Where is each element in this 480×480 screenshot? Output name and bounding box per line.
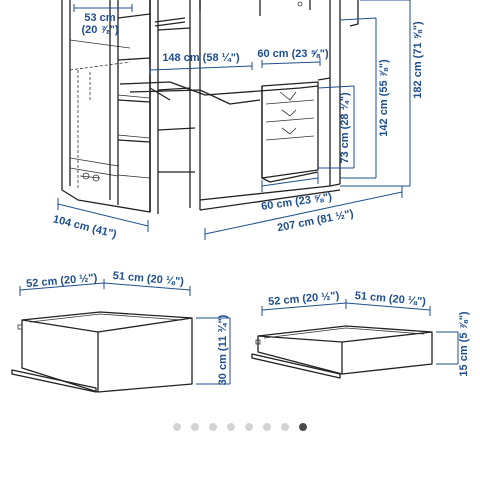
large-drawer-height-label: 30 cm (11 ¾")	[217, 314, 229, 386]
large-drawer-depth-label: 52 cm (20 ½")	[25, 271, 98, 291]
small-drawer-depth-label: 52 cm (20 ½")	[267, 289, 340, 309]
carousel-dot[interactable]	[173, 423, 181, 431]
bed-depth-label: 104 cm (41")	[51, 213, 118, 241]
bed-length-label: 207 cm (81 ½")	[276, 207, 355, 235]
desk-unit-depth-label: 60 cm (23 ⅝")	[260, 191, 333, 213]
carousel-dot[interactable]	[209, 423, 217, 431]
total-height-label: 182 cm (71 ⅝")	[412, 21, 424, 99]
desk-height-label: 73 cm (28 ¾")	[339, 92, 351, 164]
small-drawer-width-label: 51 cm (20 ⅛")	[354, 289, 427, 309]
desk-width-label: 148 cm (58 ¼")	[162, 52, 240, 64]
large-drawer-drawing	[12, 312, 192, 392]
wardrobe-width-label: 53 cm	[84, 12, 116, 24]
carousel-dot[interactable]	[281, 423, 289, 431]
small-drawer-drawing	[252, 326, 432, 378]
carousel-pager	[0, 420, 480, 434]
carousel-dot[interactable]	[263, 423, 271, 431]
carousel-dot[interactable]	[245, 423, 253, 431]
carousel-dot[interactable]	[299, 423, 307, 431]
wardrobe-width-label-inches: (20 ⅞")	[81, 24, 119, 36]
carousel-dot[interactable]	[191, 423, 199, 431]
loft-bed-dimensions	[58, 0, 410, 240]
large-drawer-dimensions	[20, 279, 230, 384]
carousel-dot[interactable]	[227, 423, 235, 431]
desk-unit-width-label: 60 cm (23 ⅝")	[257, 48, 329, 60]
inner-height-label: 142 cm (55 ⅞")	[378, 59, 390, 137]
small-drawer-height-label: 15 cm (5 ⅞")	[458, 311, 470, 377]
large-drawer-width-label: 51 cm (20 ⅛")	[112, 269, 185, 289]
